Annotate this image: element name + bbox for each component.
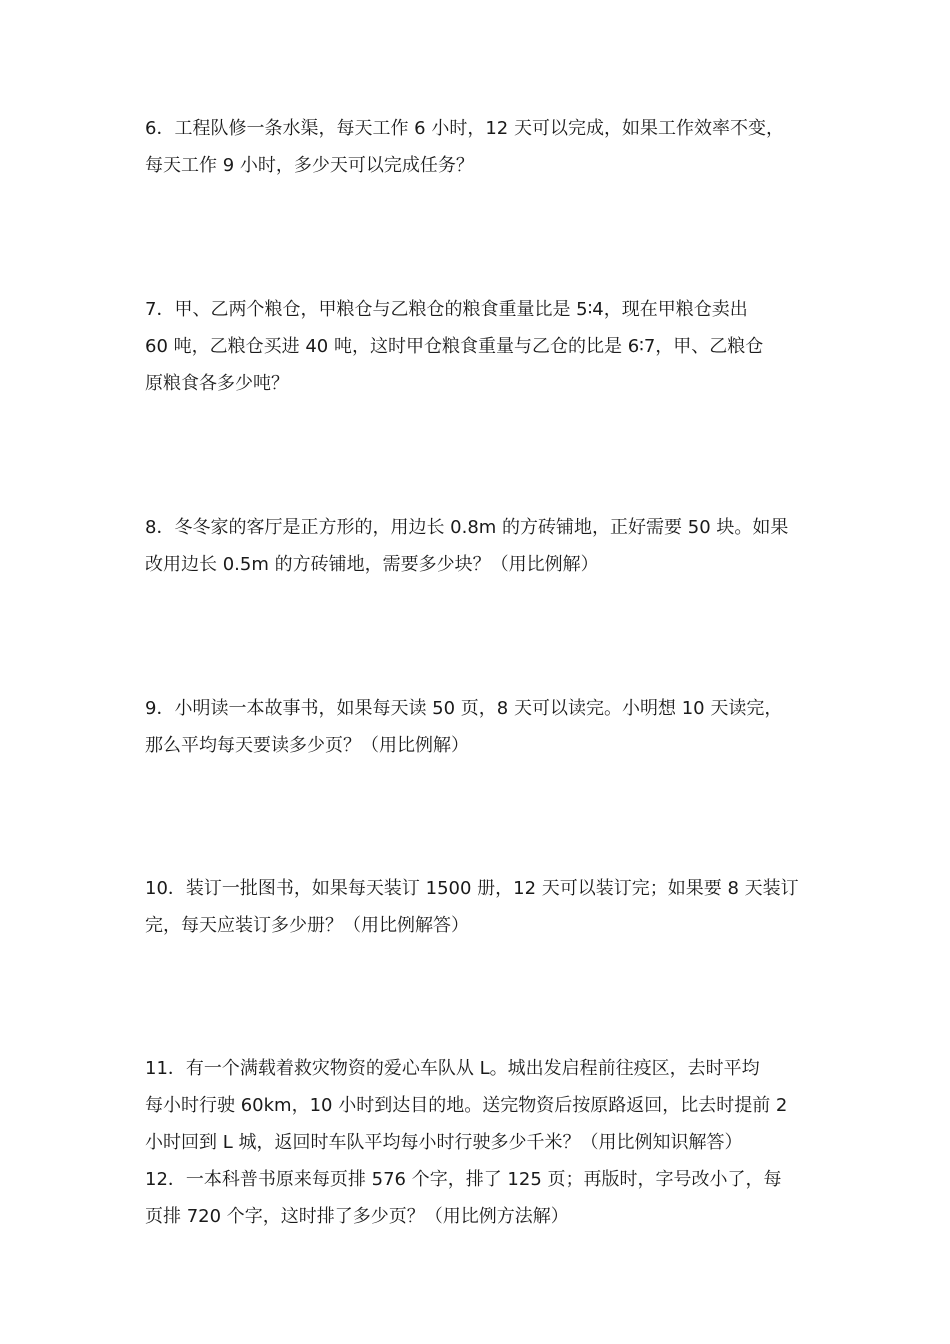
- problem-10-line-2: 完，每天应装订多少册？（用比例解答）: [145, 915, 469, 936]
- problem-12-line-2: 页排 720 个字，这时排了多少页？（用比例方法解）: [145, 1206, 569, 1227]
- problem-11-line-1: 11．有一个满载着救灾物资的爱心车队从 L。城出发启程前往疫区，去时平均: [145, 1058, 760, 1079]
- problem-6: [145, 110, 810, 184]
- problem-12: [145, 1161, 810, 1235]
- problem-11-line-2: 每小时行驶 60km，10 小时到达目的地。送完物资后按原路返回，比去时提前 2: [145, 1095, 788, 1116]
- problem-8-line-2: 改用边长 0.5m 的方砖铺地，需要多少块？（用比例解）: [145, 554, 599, 575]
- problem-10: [145, 870, 810, 944]
- problem-11-line-3: 小时回到 L 城，返回时车队平均每小时行驶多少千米？（用比例知识解答）: [145, 1132, 743, 1153]
- problem-10-line-1: 10．装订一批图书，如果每天装订 1500 册，12 天可以装订完；如果要 8 天装订: [145, 878, 799, 899]
- problem-8-line-1: 8．冬冬家的客厅是正方形的，用边长 0.8m 的方砖铺地，正好需要 50 块。如果: [145, 517, 789, 538]
- problem-7: [145, 291, 810, 402]
- problem-7-line-3: 原粮食各多少吨？: [145, 373, 289, 394]
- problem-9-line-2: 那么平均每天要读多少页？（用比例解）: [145, 735, 469, 756]
- problem-7-line-1: 7．甲、乙两个粮仓，甲粮仓与乙粮仓的粮食重量比是 5∶4，现在甲粮仓卖出: [145, 299, 748, 320]
- problem-12-line-1: 12．一本科普书原来每页排 576 个字，排了 125 页；再版时，字号改小了，每: [145, 1169, 782, 1190]
- problem-6-line-2: 每天工作 9 小时，多少天可以完成任务？: [145, 155, 474, 176]
- problem-11: [145, 1050, 810, 1161]
- problem-9-line-1: 9．小明读一本故事书，如果每天读 50 页，8 天可以读完。小明想 10 天读完，: [145, 698, 783, 719]
- problem-8: [145, 509, 810, 583]
- problem-9: [145, 690, 810, 764]
- problem-7-line-2: 60 吨，乙粮仓买进 40 吨，这时甲仓粮食重量与乙仓的比是 6∶7，甲、乙粮仓: [145, 336, 764, 357]
- problem-6-line-1: 6．工程队修一条水渠，每天工作 6 小时，12 天可以完成，如果工作效率不变，: [145, 118, 784, 139]
